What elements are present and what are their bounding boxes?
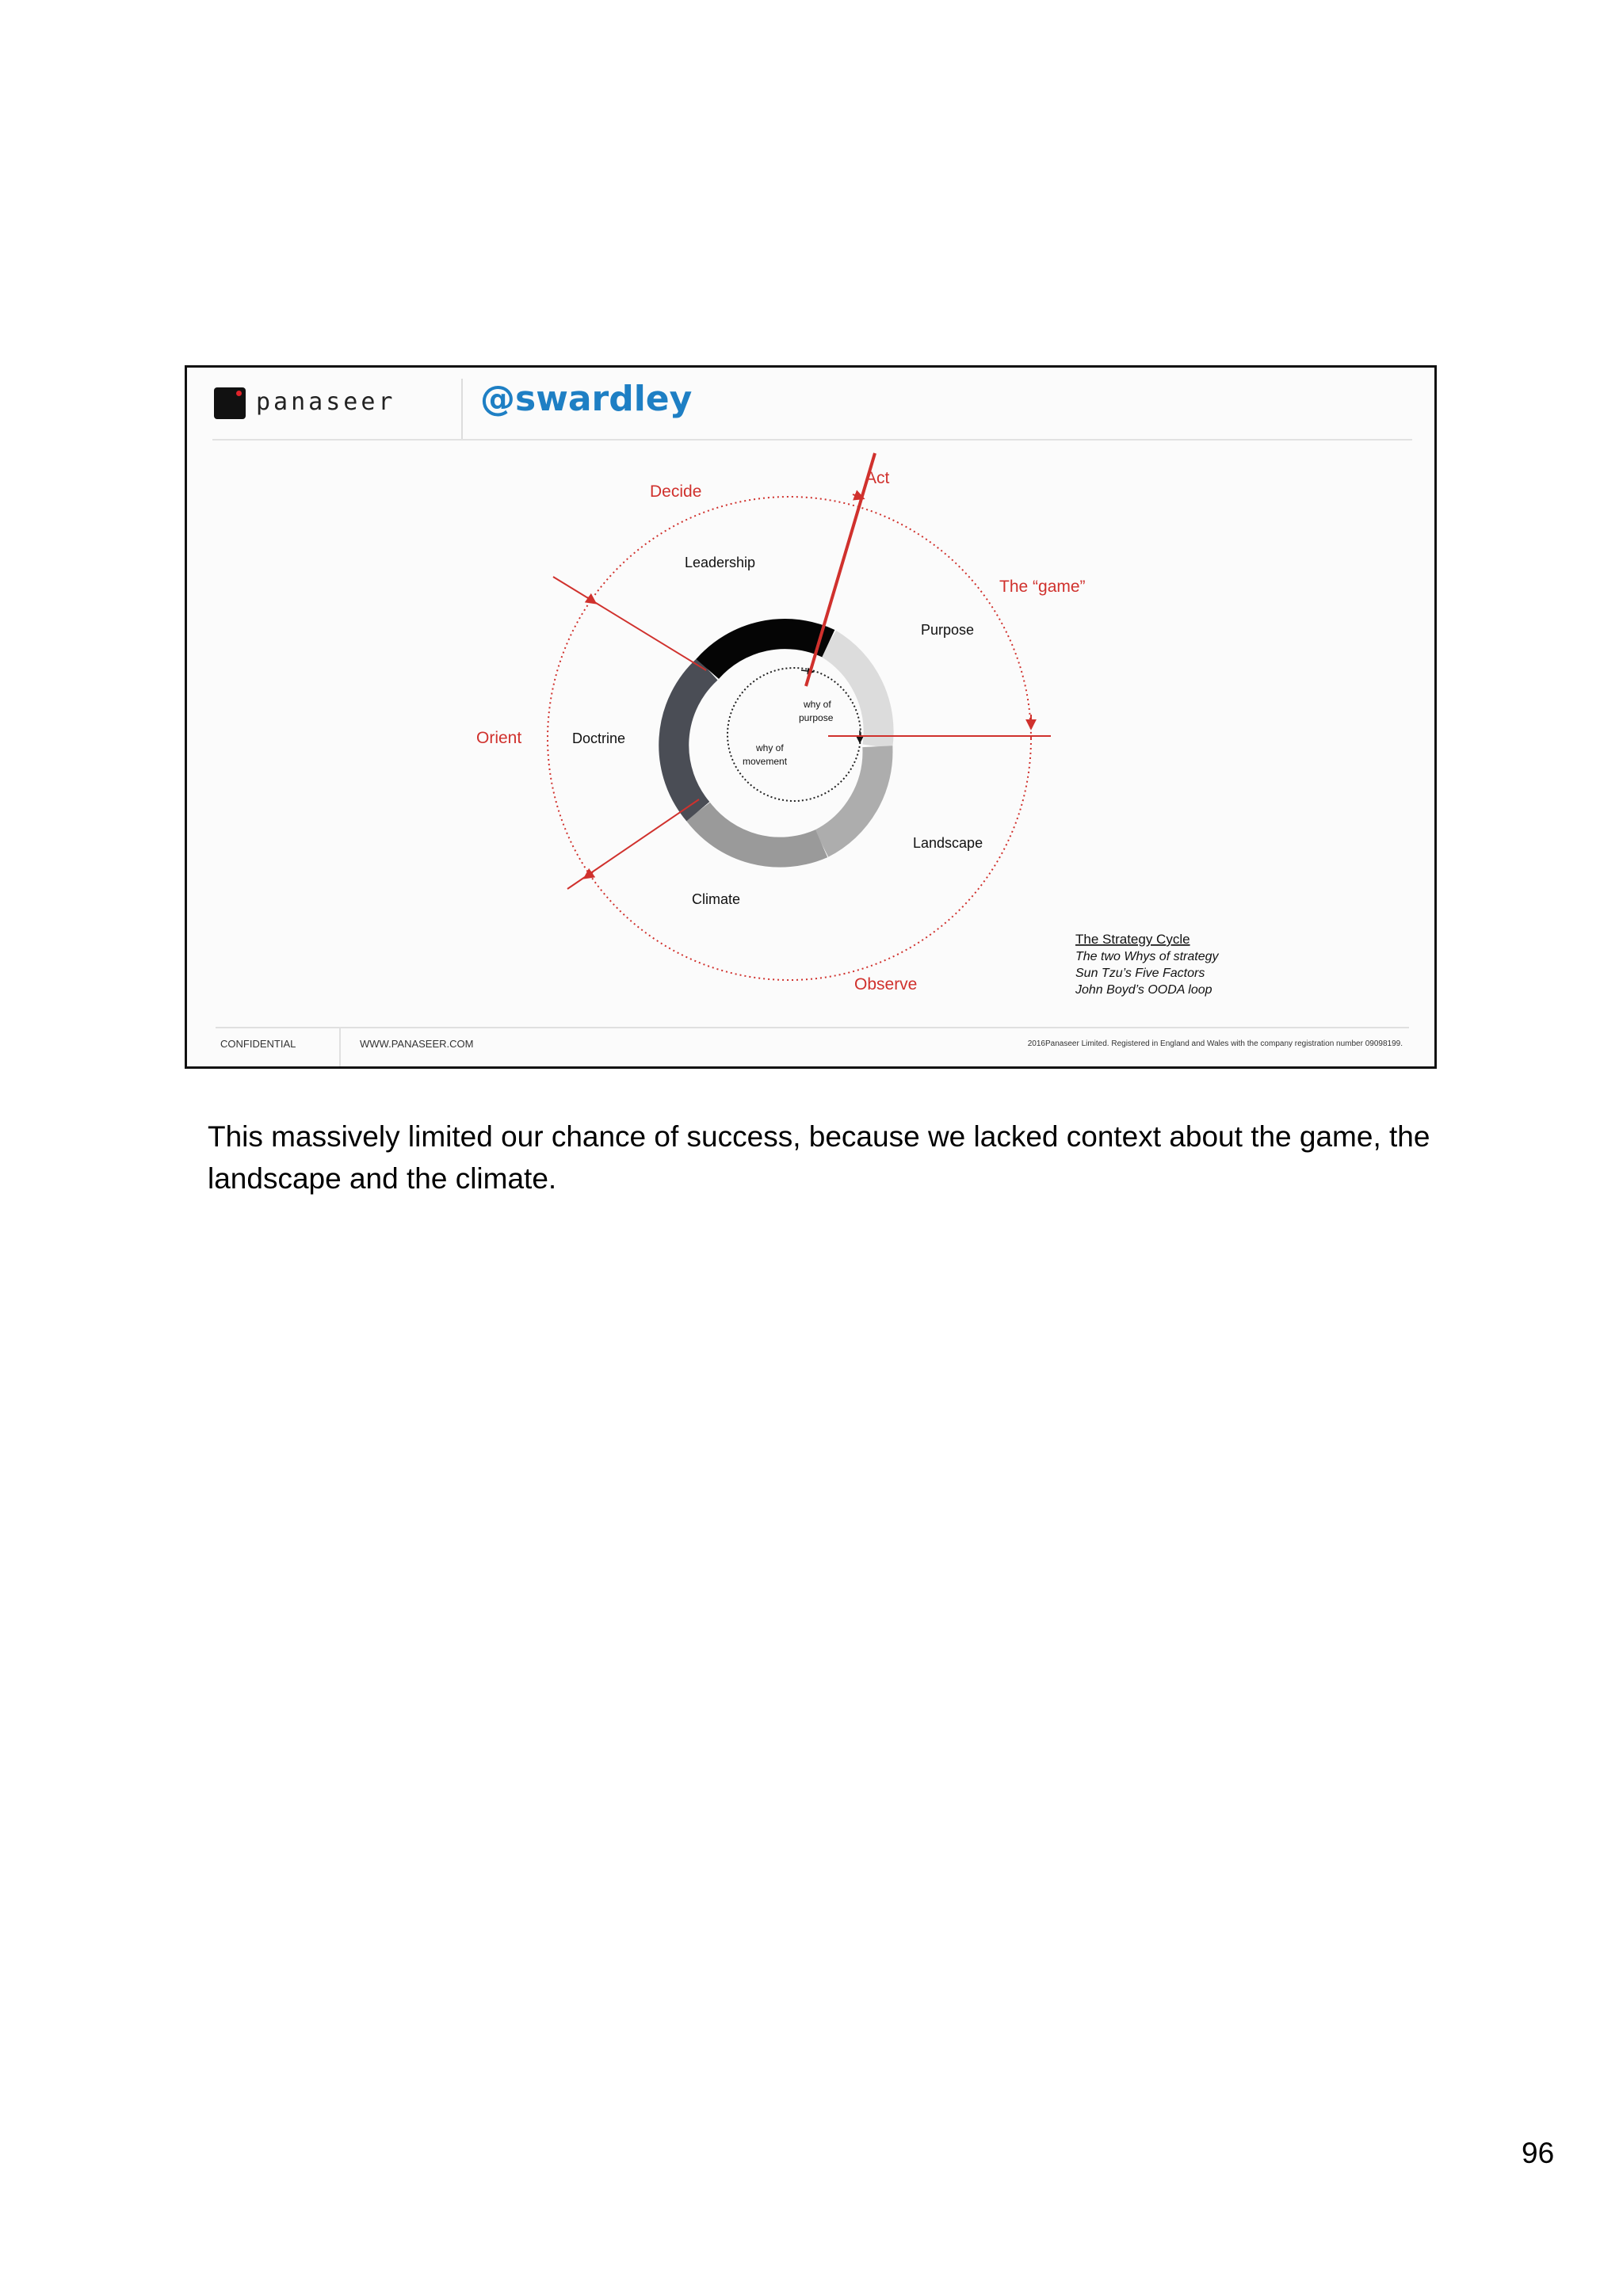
- orient-arrow-icon: [585, 872, 593, 878]
- caption-text: This massively limited our chance of success, because we lacked context about the game, the landscape and the climate.: [208, 1120, 1430, 1195]
- slide-footer: [216, 1027, 1409, 1066]
- legend-line-2: Sun Tzu’s Five Factors: [1075, 967, 1205, 980]
- label-doctrine: Doctrine: [572, 730, 626, 746]
- footer-confidential: CONFIDENTIAL: [220, 1038, 296, 1050]
- twitter-handle: @swardley: [480, 379, 693, 419]
- footer-website: WWW.PANASEER.COM: [360, 1038, 474, 1050]
- segment-doctrine: [674, 669, 707, 811]
- decide-arrow-icon: [587, 597, 595, 603]
- label-why-purpose-1: why of: [804, 699, 831, 710]
- two-whys-circle: [727, 668, 861, 801]
- strategy-cycle-diagram: [187, 368, 1437, 1069]
- decide-line: [553, 577, 706, 670]
- label-why-movement-1: why of: [756, 742, 784, 753]
- label-observe: Observe: [854, 975, 918, 994]
- label-leadership: Leadership: [685, 555, 756, 570]
- legend-line-3: John Boyd’s OODA loop: [1075, 983, 1212, 997]
- segment-landscape: [822, 746, 878, 843]
- label-act: Act: [865, 469, 890, 487]
- label-orient: Orient: [476, 729, 522, 747]
- label-why-purpose-2: purpose: [799, 712, 834, 723]
- page-number: 96: [1522, 2137, 1555, 2169]
- logo-text: panaseer: [256, 388, 396, 416]
- segment-leadership: [708, 634, 829, 669]
- embedded-slide: [185, 365, 1437, 1069]
- legend-title: The Strategy Cycle: [1075, 932, 1190, 947]
- footer-divider: [339, 1028, 341, 1066]
- label-game: The “game”: [999, 578, 1086, 596]
- label-landscape: Landscape: [913, 835, 983, 851]
- legend-line-1: The two Whys of strategy: [1075, 950, 1219, 963]
- segment-climate: [698, 811, 822, 852]
- footer-legal: 2016Panaseer Limited. Registered in England and Wales with the company registration number 09098199.: [1027, 1039, 1403, 1048]
- label-why-movement-2: movement: [743, 756, 788, 767]
- label-climate: Climate: [692, 891, 741, 907]
- label-decide: Decide: [650, 482, 702, 501]
- label-purpose: Purpose: [921, 622, 975, 638]
- segment-purpose: [828, 643, 878, 746]
